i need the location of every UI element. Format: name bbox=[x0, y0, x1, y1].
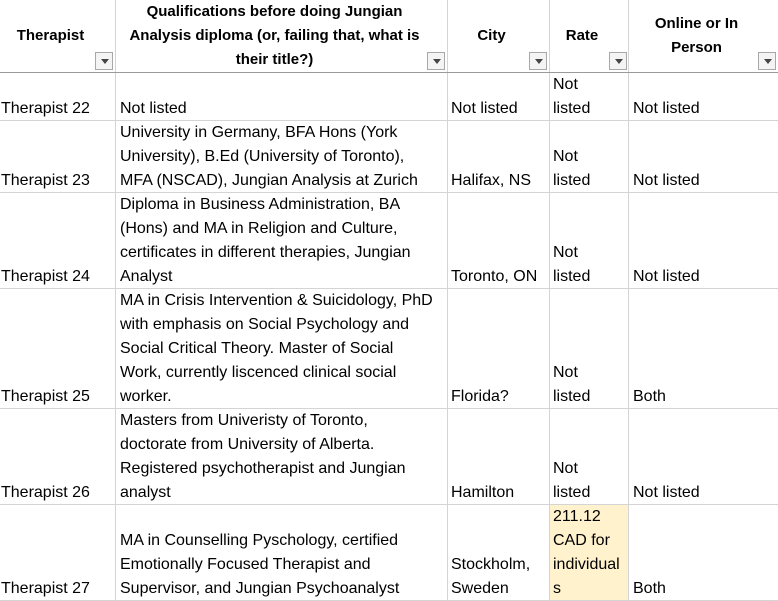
city-cell[interactable]: Hamilton bbox=[451, 484, 515, 501]
mode-cell[interactable]: Not listed bbox=[633, 100, 700, 117]
therapist-name[interactable]: Therapist 25 bbox=[1, 388, 90, 405]
header-city[interactable]: City bbox=[477, 27, 506, 44]
mode-cell[interactable]: Not listed bbox=[633, 484, 700, 501]
mode-cell[interactable]: Not listed bbox=[633, 268, 700, 285]
rate-cell[interactable]: Not listed bbox=[553, 76, 591, 117]
filter-dropdown-icon[interactable] bbox=[95, 52, 113, 70]
therapist-name[interactable]: Therapist 26 bbox=[1, 484, 90, 501]
header-online-or-in-person[interactable]: Online or In Person bbox=[654, 15, 739, 56]
qualifications-cell[interactable]: University in Germany, BFA Hons (York University), B.Ed (University of Toronto), MFA (NSCAD), Jungian Analysis at Zurich bbox=[120, 124, 418, 189]
qualifications-cell[interactable]: Not listed bbox=[120, 100, 187, 117]
therapist-name[interactable]: Therapist 24 bbox=[1, 268, 90, 285]
rate-cell[interactable]: Not listed bbox=[553, 460, 591, 501]
mode-cell[interactable]: Not listed bbox=[633, 172, 700, 189]
rate-cell[interactable]: Not listed bbox=[553, 148, 591, 189]
qualifications-cell[interactable]: Diploma in Business Administration, BA (Hons) and MA in Religion and Culture, certificates in different therapies, Jungian Analyst bbox=[120, 196, 411, 285]
column-divider bbox=[628, 0, 629, 601]
therapist-name[interactable]: Therapist 27 bbox=[1, 580, 90, 597]
mode-cell[interactable]: Both bbox=[633, 388, 666, 405]
header-therapist[interactable]: Therapist bbox=[16, 27, 85, 44]
filter-dropdown-icon[interactable] bbox=[427, 52, 445, 70]
qualifications-cell[interactable]: Masters from Univeristy of Toronto, doctorate from University of Alberta. Registered psychotherapist and Jungian analyst bbox=[120, 412, 406, 501]
city-cell[interactable]: Not listed bbox=[451, 100, 518, 117]
rate-cell[interactable]: Not listed bbox=[553, 244, 591, 285]
header-qualifications[interactable]: Qualifications before doing Jungian Analysis diploma (or, failing that, what is their title?) bbox=[129, 3, 420, 68]
therapist-name[interactable]: Therapist 22 bbox=[1, 100, 90, 117]
header-rate[interactable]: Rate bbox=[565, 27, 599, 44]
header-divider bbox=[0, 72, 778, 73]
therapist-name[interactable]: Therapist 23 bbox=[1, 172, 90, 189]
column-divider bbox=[115, 0, 116, 601]
column-divider bbox=[447, 0, 448, 601]
filter-dropdown-icon[interactable] bbox=[529, 52, 547, 70]
city-cell[interactable]: Stockholm, Sweden bbox=[451, 556, 531, 597]
qualifications-cell[interactable]: MA in Crisis Intervention & Suicidology, PhD with emphasis on Social Psychology and Social Critical Theory. Master of Social Work, currently liscenced clinical social worker. bbox=[120, 292, 433, 405]
mode-cell[interactable]: Both bbox=[633, 580, 666, 597]
city-cell[interactable]: Toronto, ON bbox=[451, 268, 538, 285]
rate-cell[interactable]: Not listed bbox=[553, 364, 591, 405]
city-cell[interactable]: Halifax, NS bbox=[451, 172, 532, 189]
qualifications-cell[interactable]: MA in Counselling Pyschology, certified Emotionally Focused Therapist and Supervisor, and Jungian Psychoanalyst bbox=[120, 532, 400, 597]
filter-dropdown-icon[interactable] bbox=[609, 52, 627, 70]
filter-dropdown-icon[interactable] bbox=[758, 52, 776, 70]
city-cell[interactable]: Florida? bbox=[451, 388, 509, 405]
rate-cell-highlighted[interactable]: 211.12 CAD for individual s bbox=[550, 505, 628, 600]
